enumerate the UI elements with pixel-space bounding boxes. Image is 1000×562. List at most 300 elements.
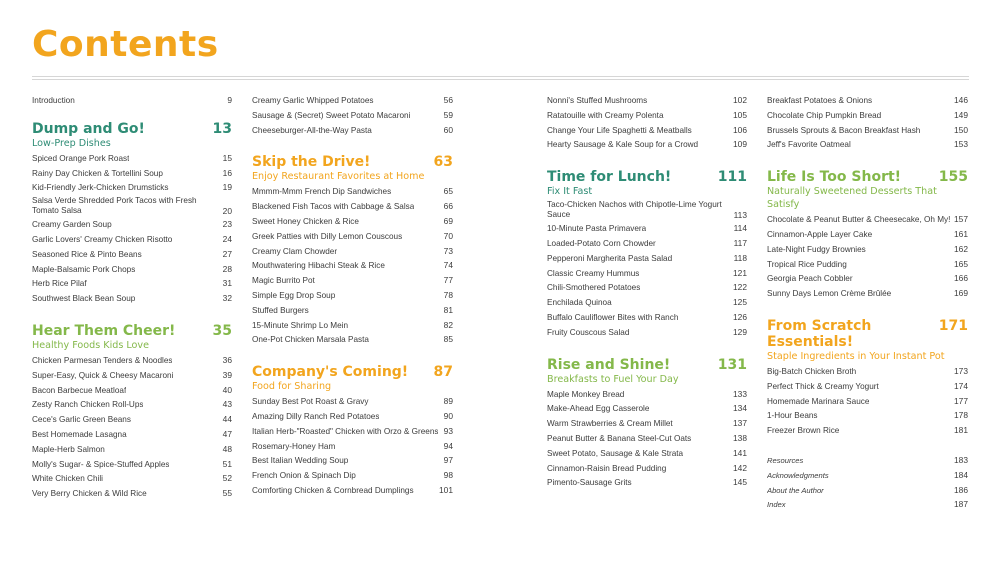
toc-entry[interactable] <box>767 499 968 514</box>
entry-title: Ratatouille with Creamy Polenta <box>547 110 664 120</box>
toc-entry[interactable] <box>32 153 232 168</box>
toc-column-4 <box>767 95 968 514</box>
toc-entry[interactable] <box>767 455 968 470</box>
toc-entry[interactable] <box>547 223 747 238</box>
entry-title: Simple Egg Drop Soup <box>252 290 336 300</box>
section-rise-and-shine <box>547 357 747 493</box>
entry-title: Perfect Thick & Creamy Yogurt <box>767 381 879 391</box>
toc-entry[interactable] <box>252 186 453 201</box>
toc-entry[interactable] <box>547 477 747 492</box>
entry-title: 10-Minute Pasta Primavera <box>547 224 647 234</box>
entry-page: 39 <box>222 369 232 380</box>
section-subtitle: Food for Sharing <box>252 381 332 393</box>
entry-list <box>252 186 453 349</box>
entry-title: Super-Easy, Quick & Cheesy Macaroni <box>32 370 174 380</box>
toc-entry[interactable] <box>767 396 968 411</box>
toc-entry[interactable] <box>32 385 232 400</box>
entry-title: Sweet Potato, Sausage & Kale Strata <box>547 448 684 458</box>
entry-list <box>767 95 968 154</box>
toc-column-3 <box>547 95 747 492</box>
toc-entry[interactable] <box>32 168 232 183</box>
toc-column-1 <box>32 95 232 503</box>
entry-title: Peanut Butter & Banana Steel-Cut Oats <box>547 433 692 443</box>
toc-entry[interactable] <box>32 444 232 459</box>
toc-entry[interactable] <box>252 455 453 470</box>
entry-page: 44 <box>222 414 232 425</box>
entry-page: 15 <box>222 152 232 163</box>
section-subtitle: Enjoy Restaurant Favorites at Home <box>252 171 425 183</box>
entry-page: 97 <box>443 455 453 466</box>
entry-page: 165 <box>954 258 968 269</box>
section-header[interactable] <box>767 318 968 350</box>
entry-title: Sunday Best Pot Roast & Gravy <box>252 397 369 407</box>
section-page: 155 <box>938 169 968 186</box>
section-life-is-too-short <box>767 169 968 303</box>
entry-page: 65 <box>443 186 453 197</box>
section-page: 63 <box>433 154 453 171</box>
toc-entry[interactable] <box>252 470 453 485</box>
entry-title: Mmmm-Mmm French Dip Sandwiches <box>252 187 392 197</box>
entry-title: Maple-Herb Salmon <box>32 444 105 454</box>
entry-title: 1-Hour Beans <box>767 411 818 421</box>
entry-page: 59 <box>443 109 453 120</box>
entry-page: 51 <box>222 458 232 469</box>
section-subtitle: Staple Ingredients in Your Instant Pot <box>767 350 945 362</box>
toc-entry[interactable] <box>767 139 968 154</box>
entry-title: Best Italian Wedding Soup <box>252 456 349 466</box>
section-title: Hear Them Cheer! <box>32 322 176 339</box>
toc-entry[interactable] <box>547 418 747 433</box>
entry-title: Maple-Balsamic Pork Chops <box>32 264 136 274</box>
toc-entry[interactable] <box>547 268 747 283</box>
section-header[interactable] <box>547 357 747 373</box>
entry-page: 121 <box>733 267 747 278</box>
toc-entry[interactable] <box>252 275 453 290</box>
toc-column-2 <box>252 95 453 500</box>
entry-page: 36 <box>222 354 232 365</box>
entry-title: Make-Ahead Egg Casserole <box>547 404 650 414</box>
toc-entry[interactable] <box>252 110 453 125</box>
entry-page: 19 <box>222 182 232 193</box>
entry-title: Georgia Peach Cobbler <box>767 274 853 284</box>
toc-entry[interactable] <box>767 259 968 274</box>
toc-entry[interactable] <box>252 441 453 456</box>
toc-entry[interactable] <box>767 381 968 396</box>
entry-page: 27 <box>222 248 232 259</box>
entry-title: Fruity Couscous Salad <box>547 327 630 337</box>
entry-title: Introduction <box>32 96 75 105</box>
entry-page: 177 <box>954 395 968 406</box>
entry-page: 98 <box>443 470 453 481</box>
entry-title: Resources <box>767 455 804 465</box>
toc-entry[interactable] <box>547 238 747 253</box>
entry-page: 125 <box>733 297 747 308</box>
entry-title: Creamy Garlic Whipped Potatoes <box>252 96 374 105</box>
entry-page: 134 <box>733 403 747 414</box>
entry-page: 23 <box>222 219 232 230</box>
entry-page: 138 <box>733 432 747 443</box>
toc-entry[interactable] <box>767 425 968 440</box>
entry-title: Very Berry Chicken & Wild Rice <box>32 489 147 499</box>
entry-page: 153 <box>954 139 968 150</box>
entry-list <box>32 95 232 110</box>
toc-entry[interactable] <box>32 264 232 279</box>
toc-entry[interactable] <box>252 426 453 441</box>
toc-entry[interactable] <box>252 290 453 305</box>
entry-page: 106 <box>733 124 747 135</box>
section-page: 171 <box>938 317 968 334</box>
toc-entry[interactable] <box>32 370 232 385</box>
toc-entry[interactable] <box>547 139 747 154</box>
toc-entry[interactable] <box>252 95 453 110</box>
entry-title: Sunny Days Lemon Crème Brûlée <box>767 289 892 299</box>
entry-page: 173 <box>954 365 968 376</box>
section-title: Rise and Shine! <box>547 356 671 373</box>
toc-entry[interactable] <box>32 293 232 308</box>
entry-list <box>767 366 968 440</box>
entry-title: Late-Night Fudgy Brownies <box>767 244 866 254</box>
entry-page: 157 <box>954 214 968 225</box>
entry-page: 69 <box>443 215 453 226</box>
entry-page: 20 <box>222 206 232 217</box>
toc-entry[interactable] <box>32 473 232 488</box>
toc-entry[interactable] <box>547 403 747 418</box>
entry-page: 52 <box>222 473 232 484</box>
toc-entry[interactable] <box>252 231 453 246</box>
entry-page: 31 <box>222 278 232 289</box>
entry-title: Bacon Barbecue Meatloaf <box>32 385 127 395</box>
entry-page: 162 <box>954 243 968 254</box>
entry-title: French Onion & Spinach Dip <box>252 471 356 481</box>
entry-page: 183 <box>954 454 968 465</box>
toc-entry[interactable] <box>252 216 453 231</box>
entry-page: 133 <box>733 388 747 399</box>
section-header[interactable] <box>32 121 232 137</box>
entry-title: Classic Creamy Hummus <box>547 268 640 278</box>
section-page: 87 <box>433 364 453 381</box>
toc-entry[interactable] <box>767 244 968 259</box>
toc-entry[interactable] <box>767 410 968 425</box>
toc-entry[interactable] <box>547 95 747 110</box>
toc-entry[interactable] <box>767 485 968 500</box>
entry-list <box>32 153 232 308</box>
toc-entry[interactable] <box>32 95 232 110</box>
entry-page: 94 <box>443 440 453 451</box>
entry-page: 114 <box>733 223 747 234</box>
section-title: Company's Coming! <box>252 364 409 381</box>
entry-title: Tropical Rice Pudding <box>767 259 847 269</box>
toc-entry[interactable] <box>767 95 968 110</box>
section-header[interactable] <box>252 364 453 380</box>
entry-page: 129 <box>733 326 747 337</box>
section-title: From Scratch Essentials! <box>767 317 872 350</box>
entry-page: 55 <box>222 488 232 499</box>
toc-entry[interactable] <box>547 433 747 448</box>
entry-title: Italian Herb-"Roasted" Chicken with Orzo & Greens <box>252 426 439 436</box>
entry-page: 66 <box>443 201 453 212</box>
section-title: Skip the Drive! <box>252 154 371 171</box>
toc-entry[interactable] <box>547 463 747 478</box>
entry-title: Garlic Lovers' Creamy Chicken Risotto <box>32 234 173 244</box>
entry-title: Herb Rice Pilaf <box>32 279 87 289</box>
entry-title: Buffalo Cauliflower Bites with Ranch <box>547 312 679 322</box>
entry-title: About the Author <box>767 485 824 495</box>
entry-title: Zesty Ranch Chicken Roll-Ups <box>32 400 144 410</box>
entry-title: One-Pot Chicken Marsala Pasta <box>252 335 369 345</box>
entry-title: Big-Batch Chicken Broth <box>767 366 857 376</box>
entry-page: 169 <box>954 288 968 299</box>
toc-entry[interactable] <box>32 219 232 234</box>
entry-page: 186 <box>954 484 968 495</box>
toc-entry[interactable] <box>252 485 453 500</box>
entry-list <box>252 396 453 500</box>
section-skip-the-drive <box>252 154 453 349</box>
toc-entry[interactable] <box>547 327 747 342</box>
entry-title: Creamy Garden Soup <box>32 220 112 230</box>
entry-title: Greek Patties with Dilly Lemon Couscous <box>252 231 403 241</box>
entry-title: Cheeseburger-All-the-Way Pasta <box>252 125 372 135</box>
section-subtitle: Low-Prep Dishes <box>32 137 111 149</box>
entry-title: Rainy Day Chicken & Tortellini Soup <box>32 168 163 178</box>
entry-title: Cinnamon-Apple Layer Cake <box>767 229 873 239</box>
entry-page: 89 <box>443 396 453 407</box>
entry-title: Index <box>767 500 786 510</box>
toc-entry[interactable] <box>767 273 968 288</box>
section-header[interactable] <box>547 169 747 185</box>
section-subtitle: Naturally Sweetened Desserts That Satisfy <box>767 186 937 211</box>
entry-title: Chocolate Chip Pumpkin Bread <box>767 110 882 120</box>
entry-title: Nonni's Stuffed Mushrooms <box>547 96 648 105</box>
toc-entry[interactable] <box>547 448 747 463</box>
entry-page: 16 <box>222 167 232 178</box>
entry-page: 24 <box>222 233 232 244</box>
entry-title: Homemade Marinara Sauce <box>767 396 870 406</box>
toc-entry[interactable] <box>32 399 232 414</box>
entry-page: 149 <box>954 109 968 120</box>
toc-entry[interactable] <box>767 288 968 303</box>
entry-title: Chicken Parmesan Tenders & Noodles <box>32 355 173 365</box>
entry-page: 60 <box>443 124 453 135</box>
section-time-for-lunch <box>547 169 747 341</box>
toc-entry[interactable] <box>32 459 232 474</box>
entry-title: Chocolate & Peanut Butter & Cheesecake, Oh My! <box>767 215 951 225</box>
entry-page: 43 <box>222 399 232 410</box>
section-header[interactable] <box>252 154 453 170</box>
toc-entry[interactable] <box>32 234 232 249</box>
entry-title: Molly's Sugar- & Spice-Stuffed Apples <box>32 459 170 469</box>
toc-entry[interactable] <box>32 488 232 503</box>
entry-page: 70 <box>443 230 453 241</box>
toc-entry[interactable] <box>252 125 453 140</box>
section-page: 13 <box>212 120 232 137</box>
entry-title: Breakfast Potatoes & Onions <box>767 96 873 105</box>
section-subtitle: Fix It Fast <box>547 186 593 198</box>
entry-page: 174 <box>954 380 968 391</box>
toc-entry[interactable] <box>32 197 232 219</box>
entry-title: Sweet Honey Chicken & Rice <box>252 216 359 226</box>
entry-title: 15-Minute Shrimp Lo Mein <box>252 320 349 330</box>
entry-list <box>547 95 747 154</box>
toc-entry[interactable] <box>252 260 453 275</box>
toc-entry[interactable] <box>767 110 968 125</box>
toc-entry[interactable] <box>767 470 968 485</box>
entry-page: 85 <box>443 334 453 345</box>
toc-entry[interactable] <box>252 246 453 261</box>
section-hear-them-cheer <box>32 323 232 503</box>
entry-title: Chili-Smothered Potatoes <box>547 283 641 293</box>
entry-page: 142 <box>733 462 747 473</box>
entry-page: 117 <box>733 237 747 248</box>
toc-entry[interactable] <box>767 125 968 140</box>
entry-title: Change Your Life Spaghetti & Meatballs <box>547 125 692 135</box>
entry-title: Salsa Verde Shredded Pork Tacos with Fresh Tomato Salsa <box>32 196 197 216</box>
entry-page: 113 <box>733 210 747 221</box>
entry-list <box>547 201 747 341</box>
toc-entry[interactable] <box>32 355 232 370</box>
section-header[interactable] <box>32 323 232 339</box>
toc-entry[interactable] <box>32 249 232 264</box>
entry-title: Cinnamon-Raisin Bread Pudding <box>547 463 667 473</box>
entry-title: Enchilada Quinoa <box>547 298 612 308</box>
entry-title: Creamy Clam Chowder <box>252 246 338 256</box>
entry-page: 74 <box>443 260 453 271</box>
entry-page: 178 <box>954 410 968 421</box>
title-rule-bottom <box>32 79 969 80</box>
entry-page: 181 <box>954 425 968 436</box>
entry-page: 78 <box>443 289 453 300</box>
title-rule-top <box>32 76 969 77</box>
toc-entry[interactable] <box>547 110 747 125</box>
entry-title: Pimento-Sausage Grits <box>547 478 632 488</box>
toc-entry[interactable] <box>767 214 968 229</box>
entry-page: 77 <box>443 275 453 286</box>
entry-title: Best Homemade Lasagna <box>32 429 127 439</box>
toc-entry[interactable] <box>547 125 747 140</box>
entry-page: 9 <box>227 95 232 105</box>
entry-page: 102 <box>733 95 747 105</box>
toc-entry[interactable] <box>252 320 453 335</box>
entry-title: Brussels Sprouts & Bacon Breakfast Hash <box>767 125 921 135</box>
entry-page: 93 <box>443 425 453 436</box>
section-from-scratch-essentials <box>767 318 968 440</box>
entry-page: 126 <box>733 311 747 322</box>
toc-entry[interactable] <box>252 334 453 349</box>
entry-page: 187 <box>954 499 968 510</box>
toc-entry[interactable] <box>32 414 232 429</box>
page-title: Contents <box>32 24 219 65</box>
section-title: Life Is Too Short! <box>767 169 902 186</box>
entry-page: 82 <box>443 319 453 330</box>
entry-page: 122 <box>733 282 747 293</box>
entry-title: Acknowledgments <box>767 470 829 480</box>
entry-title: Amazing Dilly Ranch Red Potatoes <box>252 411 380 421</box>
entry-page: 28 <box>222 263 232 274</box>
entry-title: Stuffed Burgers <box>252 305 309 315</box>
section-header[interactable] <box>767 169 968 185</box>
entry-list <box>767 455 968 514</box>
entry-title: Freezer Brown Rice <box>767 426 840 436</box>
toc-entry[interactable] <box>252 411 453 426</box>
section-dump-and-go <box>32 121 232 308</box>
toc-entry[interactable] <box>252 396 453 411</box>
toc-entry[interactable] <box>32 429 232 444</box>
toc-entry[interactable] <box>252 305 453 320</box>
entry-page: 161 <box>954 228 968 239</box>
section-page: 35 <box>212 322 232 339</box>
entry-page: 101 <box>439 484 453 495</box>
entry-list <box>547 389 747 493</box>
entry-page: 184 <box>954 469 968 480</box>
entry-title: Kid-Friendly Jerk-Chicken Drumsticks <box>32 183 169 193</box>
section-companys-coming <box>252 364 453 500</box>
toc-entry[interactable] <box>547 389 747 404</box>
section-title: Time for Lunch! <box>547 169 672 186</box>
toc-entry[interactable] <box>547 297 747 312</box>
toc-entry[interactable] <box>547 282 747 297</box>
section-subtitle: Healthy Foods Kids Love <box>32 339 150 351</box>
section-title: Dump and Go! <box>32 120 145 137</box>
section-page: 111 <box>717 169 747 186</box>
entry-list <box>32 355 232 503</box>
entry-title: Hearty Sausage & Kale Soup for a Crowd <box>547 140 699 150</box>
entry-title: Maple Monkey Bread <box>547 389 625 399</box>
entry-title: Southwest Black Bean Soup <box>32 294 136 304</box>
entry-title: Sausage & (Secret) Sweet Potato Macaroni <box>252 110 411 120</box>
entry-title: Mouthwatering Hibachi Steak & Rice <box>252 261 385 271</box>
entry-page: 146 <box>954 95 968 105</box>
entry-title: Cece's Garlic Green Beans <box>32 415 131 425</box>
entry-title: Jeff's Favorite Oatmeal <box>767 140 851 150</box>
entry-page: 81 <box>443 304 453 315</box>
entry-page: 166 <box>954 273 968 284</box>
toc-entry[interactable] <box>547 201 747 223</box>
entry-title: Pepperoni Margherita Pasta Salad <box>547 253 673 263</box>
entry-title: Warm Strawberries & Cream Millet <box>547 419 673 429</box>
entry-page: 118 <box>733 252 747 263</box>
entry-title: Spiced Orange Pork Roast <box>32 153 130 163</box>
entry-title: White Chicken Chili <box>32 474 103 484</box>
entry-title: Comforting Chicken & Cornbread Dumplings <box>252 485 414 495</box>
entry-title: Blackened Fish Tacos with Cabbage & Salsa <box>252 202 415 212</box>
entry-page: 40 <box>222 384 232 395</box>
entry-title: Taco-Chicken Nachos with Chipotle-Lime Yogurt Sauce <box>547 200 722 220</box>
toc-entry[interactable] <box>252 201 453 216</box>
entry-page: 109 <box>733 139 747 150</box>
toc-entry[interactable] <box>32 278 232 293</box>
entry-title: Loaded-Potato Corn Chowder <box>547 238 656 248</box>
toc-entry[interactable] <box>767 229 968 244</box>
entry-page: 137 <box>733 418 747 429</box>
entry-page: 32 <box>222 293 232 304</box>
toc-entry[interactable] <box>547 312 747 327</box>
entry-page: 90 <box>443 410 453 421</box>
entry-page: 73 <box>443 245 453 256</box>
entry-page: 56 <box>443 95 453 105</box>
entry-list <box>252 95 453 139</box>
entry-title: Rosemary-Honey Ham <box>252 441 336 451</box>
toc-entry[interactable] <box>32 182 232 197</box>
section-page: 131 <box>717 356 747 373</box>
section-subtitle: Breakfasts to Fuel Your Day <box>547 373 679 385</box>
toc-entry[interactable] <box>767 366 968 381</box>
entry-page: 47 <box>222 428 232 439</box>
entry-page: 141 <box>733 447 747 458</box>
entry-page: 48 <box>222 443 232 454</box>
entry-title: Seasoned Rice & Pinto Beans <box>32 249 142 259</box>
entry-title: Magic Burrito Pot <box>252 276 315 286</box>
toc-entry[interactable] <box>547 253 747 268</box>
entry-page: 150 <box>954 124 968 135</box>
